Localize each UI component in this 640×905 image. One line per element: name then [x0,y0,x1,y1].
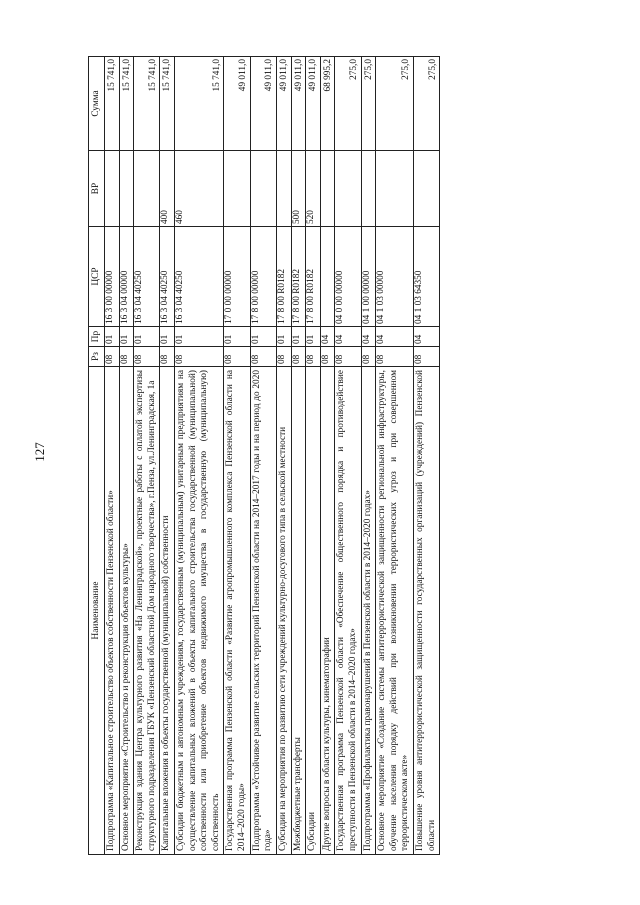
table-header-row [89,57,105,855]
budget-table [88,56,440,855]
cell-pr: 01 [224,327,250,347]
cell-name: Основное мероприятие «Строительство и реконструкция объектов культуры» [119,367,134,855]
cell-vr [119,151,134,227]
cell-sum: 15 741,0 [160,57,175,151]
cell-pr: 01 [105,327,120,347]
cell-sum: 15 741,0 [105,57,120,151]
cell-csr: 17 8 00 R0182 [306,227,321,327]
cell-rz: 08 [414,347,440,367]
cell-sum: 275,0 [335,57,361,151]
table-row [414,57,440,855]
cell-csr: 16 3 04 40250 [134,227,160,327]
cell-csr: 04 1 03 64350 [414,227,440,327]
cell-csr: 16 3 04 40250 [175,227,224,327]
table-row [250,57,276,855]
cell-name: Государственная программа Пензенской области «Обеспечение общественного порядка и противодействие преступности в Пензенской области в 2014–2020 годах» [335,367,361,855]
cell-vr [335,151,361,227]
cell-vr: 400 [160,151,175,227]
cell-pr: 04 [320,327,335,347]
table-row [134,57,160,855]
cell-csr: 17 0 00 00000 [224,227,250,327]
cell-sum: 49 011,0 [306,57,321,151]
table-body [105,57,440,855]
cell-name: Реконструкция здания Центра культурного развития «На Ленинградской», проектные работы с оплатой экспертизы структурного подразделения ГБУК «Пензенский областной Дом народного творчества», г.Пенза, ул.Ленинградская, 1а [134,367,160,855]
cell-vr: 520 [306,151,321,227]
table-row [119,57,134,855]
cell-vr [224,151,250,227]
cell-name: Субсидии на мероприятия по развитию сети учреждений культурно-досугового типа в сельской местности [276,367,291,855]
cell-sum: 49 011,0 [250,57,276,151]
cell-pr: 04 [335,327,361,347]
header-csr: ЦСР [89,227,105,327]
cell-rz: 08 [224,347,250,367]
table-row [376,57,414,855]
table-row [361,57,376,855]
cell-rz: 08 [105,347,120,367]
cell-name: Субсидии [306,367,321,855]
cell-name: Повышение уровня антитеррористической защищенности государственных организаций (учреждений) Пензенской области [414,367,440,855]
table-row [335,57,361,855]
cell-rz: 08 [250,347,276,367]
cell-pr: 04 [361,327,376,347]
cell-vr [134,151,160,227]
cell-sum: 15 741,0 [119,57,134,151]
cell-pr: 01 [306,327,321,347]
cell-csr: 04 0 00 00000 [335,227,361,327]
cell-vr: 460 [175,151,224,227]
cell-sum: 275,0 [361,57,376,151]
table-row [320,57,335,855]
table-row [291,57,306,855]
table-row [306,57,321,855]
cell-rz: 08 [335,347,361,367]
cell-csr: 17 8 00 00000 [250,227,276,327]
cell-csr: 17 8 00 R0182 [291,227,306,327]
header-vr: ВР [89,151,105,227]
cell-sum: 275,0 [414,57,440,151]
cell-csr: 17 8 00 R0182 [276,227,291,327]
cell-vr [320,151,335,227]
table-row [224,57,250,855]
table-row [175,57,224,855]
cell-vr [105,151,120,227]
cell-sum: 15 741,0 [134,57,160,151]
cell-name: Государственная программа Пензенской области «Развитие агропромышленного комплекса Пензенской области на 2014–2020 годы» [224,367,250,855]
cell-pr: 01 [119,327,134,347]
cell-name: Субсидии бюджетным и автономным учреждениям, государственным (муниципальным) унитарным предприятиям на осуществление капитальных вложений в объекты капитального строительства государственной (муниципальной) собственности или приобретение объектов недвижимого имущества в государственную (муниципальную) собственность [175,367,224,855]
cell-pr: 01 [276,327,291,347]
cell-sum: 275,0 [376,57,414,151]
cell-rz: 08 [306,347,321,367]
cell-name: Подпрограмма «Профилактика правонарушений в Пензенской области в 2014–2020 годах» [361,367,376,855]
header-name: Наименование [89,367,105,855]
cell-rz: 08 [134,347,160,367]
cell-rz: 08 [291,347,306,367]
cell-sum: 49 011,0 [224,57,250,151]
header-rz: Рз [89,347,105,367]
cell-pr: 01 [134,327,160,347]
cell-name: Межбюджетные трансферты [291,367,306,855]
cell-pr: 04 [414,327,440,347]
cell-sum: 49 011,0 [276,57,291,151]
cell-rz: 08 [320,347,335,367]
page-number: 127 [31,442,47,462]
cell-vr [376,151,414,227]
cell-rz: 08 [160,347,175,367]
cell-name: Подпрограмма «Капитальное строительство объектов собственности Пензенской области» [105,367,120,855]
cell-rz: 08 [175,347,224,367]
cell-csr: 16 3 04 40250 [160,227,175,327]
cell-name: Подпрограмма «Устойчивое развитие сельских территорий Пензенской области на 2014–2017 годы и на период до 2020 года» [250,367,276,855]
cell-csr: 16 3 00 00000 [105,227,120,327]
table-row [105,57,120,855]
cell-pr: 04 [376,327,414,347]
cell-vr [250,151,276,227]
table-row [160,57,175,855]
cell-name: Другие вопросы в области культуры, кинематографии [320,367,335,855]
cell-rz: 08 [119,347,134,367]
cell-csr: 04 1 00 00000 [361,227,376,327]
header-sum: Сумма [89,57,105,151]
cell-vr [276,151,291,227]
cell-vr: 500 [291,151,306,227]
cell-pr: 01 [291,327,306,347]
cell-vr [361,151,376,227]
table-row [276,57,291,855]
cell-vr [414,151,440,227]
rotated-table-container [88,57,440,855]
cell-rz: 08 [376,347,414,367]
cell-pr: 01 [160,327,175,347]
cell-sum: 68 995,2 [320,57,335,151]
cell-pr: 01 [175,327,224,347]
cell-rz: 08 [276,347,291,367]
header-pr: Пр [89,327,105,347]
cell-csr: 16 3 04 00000 [119,227,134,327]
cell-sum: 15 741,0 [175,57,224,151]
cell-name: Основное мероприятие «Создание системы антитеррористической защищенности региональной инфраструктуры, обучение населения порядку действий при возникновении террористических угроз и при совершенном террористическом акте» [376,367,414,855]
cell-pr: 01 [250,327,276,347]
cell-rz: 08 [361,347,376,367]
cell-name: Капитальные вложения в объекты государственной (муниципальной) собственности [160,367,175,855]
cell-csr: 04 1 03 00000 [376,227,414,327]
cell-sum: 49 011,0 [291,57,306,151]
cell-csr [320,227,335,327]
